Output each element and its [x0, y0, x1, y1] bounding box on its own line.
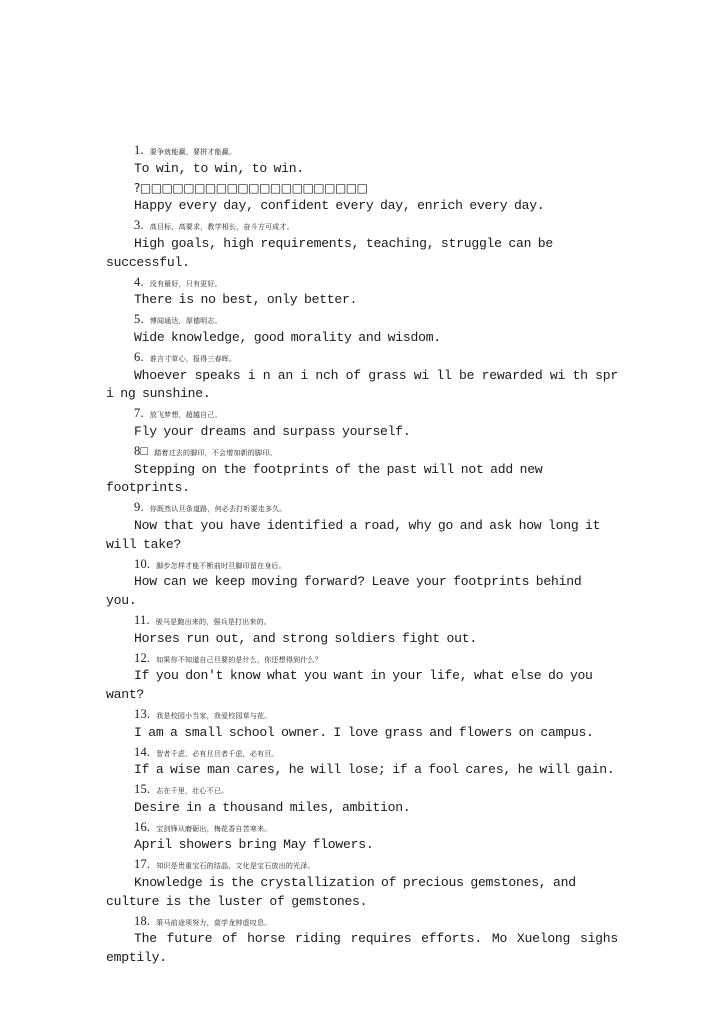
document-page — [106, 141, 618, 968]
item-number: 16. — [134, 819, 151, 834]
item-number: 15. — [134, 782, 151, 797]
item-number: 14. — [134, 744, 151, 759]
item-number: 4. — [134, 274, 144, 289]
english-line: April showers bring May flowers. — [134, 837, 374, 853]
chinese-line — [106, 310, 618, 329]
chinese-text: 高目标，高要求，教学相长，奋斗方可成才。 — [149, 223, 294, 232]
chinese-line — [106, 912, 618, 931]
chinese-line — [106, 611, 618, 630]
chinese-text: 策马前途须努力，莫学龙钟虚叹息。 — [156, 918, 272, 927]
chinese-text: 如果你不知道自己旦要的是什么，你还想得到什么？ — [156, 655, 322, 664]
english-line: Horses run out, and strong soldiers fight out. — [134, 630, 477, 646]
chinese-text: 我是校园小当家，我爱校园草与花。 — [156, 711, 272, 720]
item-number: 13. — [134, 706, 151, 721]
english-line: Fly your dreams and surpass yourself. — [134, 423, 411, 439]
item-number: 12. — [134, 650, 151, 665]
item-number: 1. — [134, 143, 144, 157]
english-line: If you don't know what you want in your life, what else do you want? — [106, 668, 593, 703]
chinese-text: 要争就能赢，要拼才能赢。 — [149, 148, 237, 156]
garbled-text: □□□□□□□□□□□□□□□□□□□□□ — [139, 180, 368, 195]
chinese-text: 智者千虑，必有旦旦者千虑，必有旦。 — [156, 749, 279, 758]
item-number: 8□ — [134, 443, 149, 458]
english-line: I am a small school owner. I love grass and flowers on campus. — [134, 724, 594, 740]
chinese-line — [106, 818, 618, 837]
chinese-line — [106, 705, 618, 724]
english-line: The future of horse riding requires efforts. Mo Xuelong sighs emptily. — [106, 931, 618, 966]
chinese-line — [106, 404, 618, 423]
chinese-line — [106, 498, 618, 517]
chinese-line — [106, 780, 618, 799]
english-line: Now that you have identified a road, why go and ask how long it will take? — [106, 517, 601, 552]
english-line: There is no best, only better. — [134, 292, 358, 308]
chinese-text: 知识是贵重宝石的结晶，文化是宝石放出的光泽。 — [156, 862, 315, 871]
english-line: Whoever speaks i n an i nch of grass wi ll be rewarded wi th spr i ng sunshine. — [106, 367, 618, 402]
english-line: How can we keep moving forward? Leave your footprints behind you. — [106, 574, 582, 609]
english-line: Happy every day, confident every day, enrich every day. — [134, 198, 545, 214]
chinese-line — [106, 273, 618, 292]
english-line: Stepping on the footprints of the past will not add new footprints. — [106, 461, 543, 496]
item-number: 17. — [134, 857, 151, 872]
english-line: Desire in a thousand miles, ambition. — [134, 799, 411, 815]
chinese-text: 博闻通达，厚德明志。 — [149, 317, 222, 326]
english-line: To win, to win, to win. — [134, 160, 304, 176]
chinese-line — [106, 348, 618, 367]
item-number: 6. — [134, 349, 144, 364]
item-number: 9. — [134, 500, 144, 515]
chinese-line — [106, 141, 618, 160]
english-line: Wide knowledge, good morality and wisdom. — [134, 329, 441, 345]
chinese-line — [106, 216, 618, 235]
chinese-text: 踏着过去的脚印，不会增加新的脚印。 — [154, 448, 277, 457]
item-number: 18. — [134, 913, 151, 928]
chinese-line — [106, 855, 618, 874]
item-number: 11. — [134, 612, 150, 627]
item-number: 5. — [134, 312, 144, 327]
chinese-text: 放飞梦想，超越自己。 — [149, 411, 222, 420]
english-line: Knowledge is the crystallization of precious gemstones, and culture is the luster of gemstones. — [106, 875, 576, 909]
item-number: 3. — [134, 218, 144, 233]
garbled-line — [106, 179, 618, 198]
chinese-text: 宝剑锋从磨砺出，梅花香自苦寒来。 — [156, 824, 272, 833]
item-number: 7. — [134, 406, 144, 421]
chinese-text: 谁言寸草心，报得三春晖。 — [149, 354, 237, 363]
item-number: 10. — [134, 556, 151, 571]
chinese-line — [106, 555, 618, 574]
chinese-line — [106, 743, 618, 762]
chinese-text: 你既然认旦条道路，何必去打听要走多久。 — [149, 505, 287, 514]
chinese-line — [106, 649, 618, 668]
english-line: High goals, high requirements, teaching, struggle can be successful. — [106, 235, 554, 270]
chinese-text: 志在千里，壮心不已。 — [156, 787, 229, 796]
chinese-text: 没有最好，只有更好。 — [149, 279, 222, 288]
item-number: ? — [134, 180, 140, 195]
chinese-text: 骏马是跑出来的，强兵是打出来的。 — [155, 617, 271, 626]
english-line: If a wise man cares, he will lose; if a fool cares, he will gain. — [134, 762, 615, 778]
chinese-line — [106, 442, 618, 461]
chinese-text: 脚步怎样才能不断前时旦脚印留在身后。 — [156, 561, 286, 570]
